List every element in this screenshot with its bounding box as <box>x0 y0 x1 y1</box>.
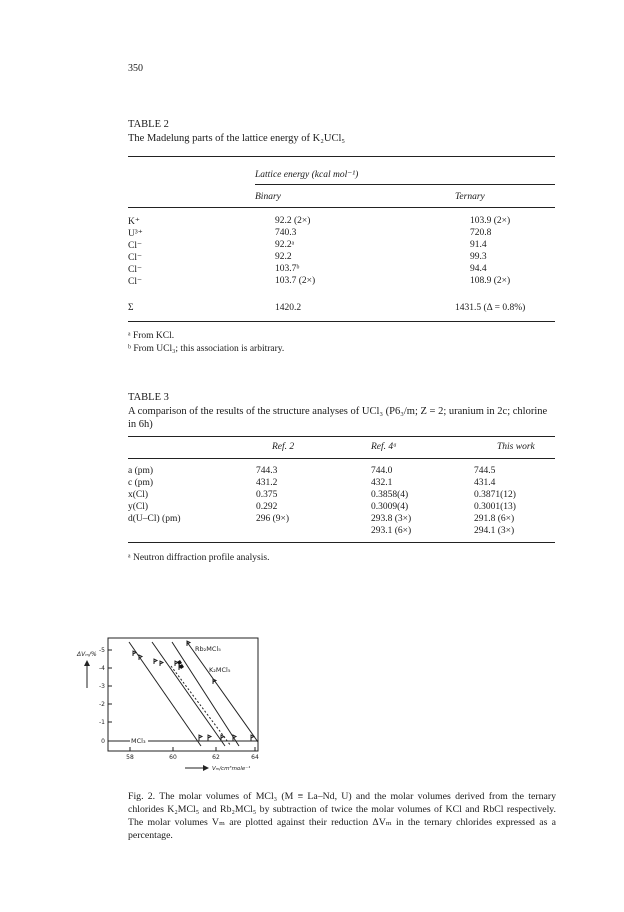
y-tick-label: -3 <box>99 683 105 690</box>
table3-ref4-value: 293.8 (3×) <box>371 514 412 524</box>
table3-param: a (pm) <box>128 466 154 476</box>
table2-header-rule <box>128 207 555 208</box>
table2-binary-value: 103.7ᵇ <box>275 264 300 274</box>
y-tick-label: -4 <box>99 665 105 672</box>
table2-top-rule <box>128 156 555 157</box>
table3-this-value: 431.4 <box>474 478 496 488</box>
page-number: 350 <box>128 63 143 74</box>
table2-footnote-a: ᵃ From KCl. <box>128 331 175 341</box>
table2-bottom-rule <box>128 321 555 322</box>
table3-ref2-value: 744.3 <box>256 466 278 476</box>
table2-sum-binary: 1420.2 <box>275 303 302 313</box>
x-tick-label: 62 <box>212 754 220 761</box>
table3-footnote-a: ᵃ Neutron diffraction profile analysis. <box>128 553 270 563</box>
table3-bottom-rule <box>128 542 555 543</box>
table3-title-line1: A comparison of the results of the structure analyses of UCl₃ (P6₃/m; Z = 2; uranium in 2c; chlorine <box>128 406 548 417</box>
x-tick-label: 60 <box>169 754 177 761</box>
table2-ion: U³⁺ <box>128 229 143 239</box>
table3-ref4-value: 0.3009(4) <box>371 502 409 512</box>
plot-frame <box>108 638 258 751</box>
table2-ternary-value: 108.9 (2×) <box>470 276 511 286</box>
mcl3-label: MCl₃ <box>131 737 146 745</box>
table2-col-binary: Binary <box>255 192 281 202</box>
table3-ref4-value: 293.1 (6×) <box>371 526 412 536</box>
x-tick-label: 58 <box>126 754 134 761</box>
y-axis-label: ΔVₘ/% <box>77 651 97 658</box>
figure-2-plot <box>75 634 275 774</box>
table3-param: y(Cl) <box>128 502 149 512</box>
x-tick-marks <box>130 747 255 751</box>
x-tick-label: 64 <box>251 754 259 761</box>
table2-binary-value: 103.7 (2×) <box>275 276 316 286</box>
series-line-dashed <box>171 666 231 746</box>
table3-header-rule <box>128 458 555 459</box>
table3-this-value: 0.3871(12) <box>474 490 516 500</box>
y-tick-label: 0 <box>101 738 105 745</box>
table3-ref4-value: 744.0 <box>371 466 393 476</box>
table2-ternary-value: 103.9 (2×) <box>470 216 511 226</box>
table2-group-header: Lattice energy (kcal mol⁻¹) <box>255 170 359 180</box>
x-axis-label: Vₘ/cm³mole⁻¹ <box>212 766 251 772</box>
k2mcl5-label: K₂MCl₅ <box>209 666 231 674</box>
figure-2 <box>75 634 275 774</box>
table3-param: d(U–Cl) (pm) <box>128 514 181 524</box>
table3-top-rule <box>128 436 555 437</box>
table3-this-value: 294.1 (3×) <box>474 526 515 536</box>
table3-ref2-value: 0.375 <box>256 490 278 500</box>
table3-col-ref2: Ref. 2 <box>272 442 295 452</box>
table2-footnote-b: ᵇ From UCl₃; this association is arbitrary. <box>128 344 285 354</box>
table3-ref4-value: 0.3858(4) <box>371 490 409 500</box>
table2-ternary-value: 94.4 <box>470 264 487 274</box>
rb2mcl5-label: Rb₂MCl₅ <box>195 645 221 653</box>
table2-ternary-value: 91.4 <box>470 240 487 250</box>
table2-binary-value: 92.2 (2×) <box>275 216 311 226</box>
table3-this-value: 291.8 (6×) <box>474 514 515 524</box>
table2-ion: K⁺ <box>128 217 140 227</box>
y-tick-marks <box>108 650 112 741</box>
table2-ternary-value: 99.3 <box>470 252 487 262</box>
table3-title-line2: in 6h) <box>128 419 153 430</box>
table2-ternary-value: 720.8 <box>470 228 492 238</box>
y-axis-arrow <box>84 660 90 688</box>
series-line-4 <box>187 642 258 742</box>
table3-col-ref4: Ref. 4ᵃ <box>371 442 397 452</box>
figure-2-caption: Fig. 2. The molar volumes of MCl₃ (M ≡ La–Nd, U) and the molar volumes derived from the ternary chlorides K₂MCl₅ and Rb₂MCl₅ by subtraction of twice the molar volumes of KCl and RbCl respectively. The molar volumes Vₘ are plotted against their reduction ΔVₘ in the ternary chlorides expressed as a percentage. <box>128 791 556 841</box>
table3-ref2-value: 431.2 <box>256 478 278 488</box>
table3-ref4-value: 432.1 <box>371 478 393 488</box>
table3-this-value: 0.3001(13) <box>474 502 516 512</box>
table2-col-ternary: Ternary <box>455 192 485 202</box>
table3-label: TABLE 3 <box>128 392 169 403</box>
y-tick-label: -2 <box>99 701 105 708</box>
table2-sum-label: Σ <box>128 303 134 313</box>
y-tick-label: -5 <box>99 647 105 654</box>
table2-binary-value: 92.2 <box>275 252 292 262</box>
table2-ion: Cl⁻ <box>128 253 142 263</box>
table2-binary-value: 740.3 <box>275 228 297 238</box>
table3-param: x(Cl) <box>128 490 149 500</box>
table3-ref2-value: 296 (9×) <box>256 514 290 524</box>
table2-title: The Madelung parts of the lattice energy of K₂UCl₅ <box>128 133 346 144</box>
series-line-2 <box>152 642 225 746</box>
table2-label: TABLE 2 <box>128 119 169 130</box>
table3-col-this-work: This work <box>497 442 535 452</box>
y-tick-label: -1 <box>99 719 105 726</box>
table2-sum-ternary: 1431.5 (Δ = 0.8%) <box>455 303 526 313</box>
table2-ion: Cl⁻ <box>128 277 142 287</box>
table3-ref2-value: 0.292 <box>256 502 278 512</box>
table2-ion: Cl⁻ <box>128 265 142 275</box>
filled-points <box>177 660 184 669</box>
table3-param: c (pm) <box>128 478 154 488</box>
x-axis-arrow <box>185 765 209 771</box>
table2-ion: Cl⁻ <box>128 241 142 251</box>
series-line-3 <box>172 642 239 746</box>
table2-group-rule <box>255 184 555 185</box>
table3-this-value: 744.5 <box>474 466 496 476</box>
table2-binary-value: 92.2ᵃ <box>275 240 295 250</box>
